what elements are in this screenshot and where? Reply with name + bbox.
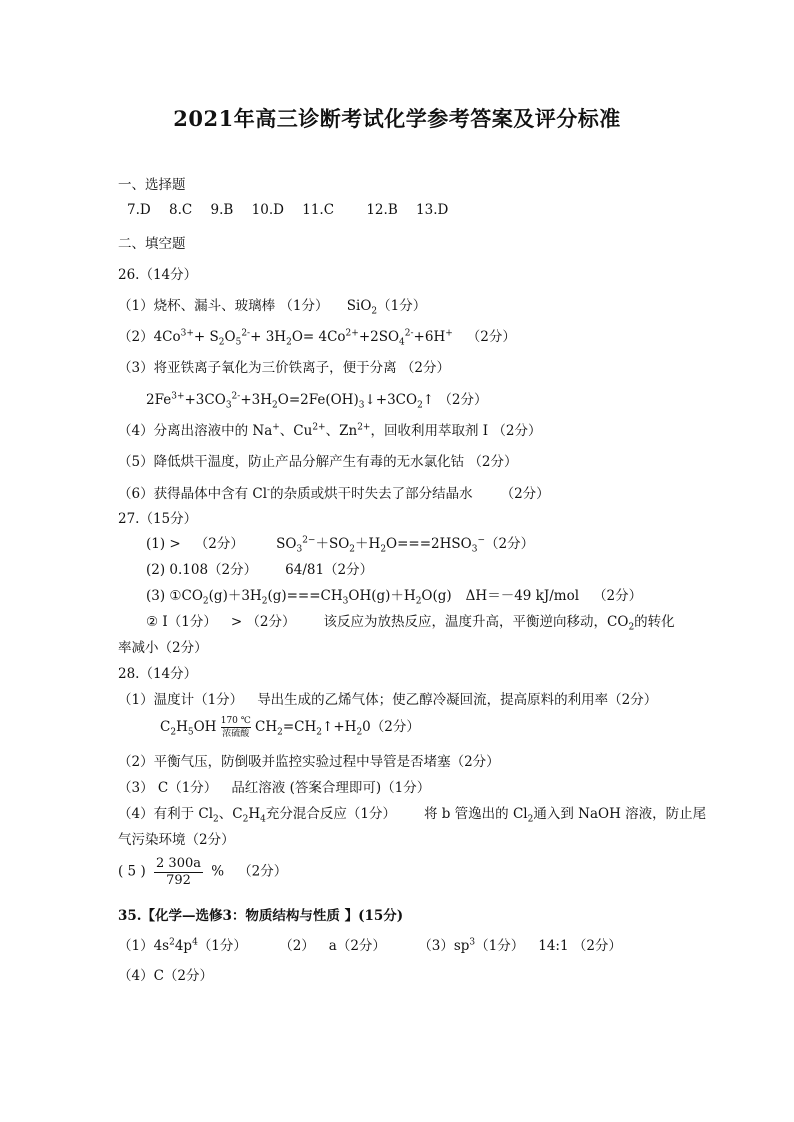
q28-line1: （1）温度计（1分） 导出生成的乙烯气体；使乙醇冷凝回流，提高原料的利用率（2分） xyxy=(118,692,658,708)
answer-11: 11.C xyxy=(302,202,335,218)
q28-line5: （4）有利于 $Cl_2$、$C_2H_4$充分混合反应（1分） 将 b 管逸出的 $Cl_2$通入到 NaOH 溶液，防止尾 xyxy=(118,806,707,825)
answer-12: 12.B xyxy=(366,202,398,218)
q26-header: 26.（14分） xyxy=(118,267,198,283)
q28-line6: 气污染环境（2分） xyxy=(118,832,235,848)
choice-answers xyxy=(127,202,448,218)
reaction-condition-arrow: 170 ℃ 浓硫酸 xyxy=(220,716,251,739)
page-title: 2021年高三诊断考试化学参考答案及评分标准 xyxy=(173,106,621,131)
q26-line1: （1）烧杯、漏斗、玻璃棒 （1分） SiO$_2$（1分） xyxy=(118,298,427,317)
q28-header: 28.（14分） xyxy=(118,666,198,682)
q28-line7: ( 5 ) $\frac{2 300a}{792}$ % （2分） xyxy=(118,856,288,888)
q26-line3: （3）将亚铁离子氧化为三价铁离子，便于分离 （2分） xyxy=(118,360,450,376)
q27-line5: 率减小（2分） xyxy=(118,640,208,656)
q35-header: 35.【化学—选修3：物质结构与性质 】(15分) xyxy=(118,908,404,924)
q27-line2: (2) 0.108（2分） 64/81（2分） xyxy=(146,562,374,578)
q26-line2: $(2)4Co^{3+}+ S_2O_5^{2-}+ 3H_2O= 4Co^{2+}+2SO_4^{2-}+6H^+$ （2分） xyxy=(118,328,516,348)
q27-line3: (3) $①CO_2(g)+3H_2(g)===CH_3OH(g)+H_2O(g)$ ΔH＝－49 kJ/mol （2分） xyxy=(146,588,643,607)
q26-line3b-equation: $2Fe^{3+}+3CO_3^{2-}+3H_2O=2Fe(OH)_3↓+3CO_2↑$ （2分） xyxy=(146,391,488,411)
q27-line4: ② I（1分） > （2分） 该反应为放热反应，温度升高，平衡逆向移动，$CO_2$的转化 xyxy=(146,614,675,633)
answer-9: 9.B xyxy=(210,202,234,218)
section-heading-fill: 二、填空题 xyxy=(118,236,186,252)
q35-line1: $(1)4s^24p^4(1$分） （2） a（2分） $(3)sp^3(1$分） 14:1 （2分） xyxy=(118,937,622,954)
q28-line4: （3） C（1分） 品红溶液 (答案合理即可)（1分） xyxy=(118,780,431,796)
fraction: $\frac{2 300a}{792}$ xyxy=(156,856,201,888)
q35-line2: （4）C（2分） xyxy=(118,968,214,984)
section-heading-choice: 一、选择题 xyxy=(118,177,186,193)
q28-line3: （2）平衡气压，防倒吸并监控实验过程中导管是否堵塞（2分） xyxy=(118,754,500,770)
answer-7: 7.D xyxy=(127,202,151,218)
answer-13: 13.D xyxy=(416,202,449,218)
q26-line5: （5）降低烘干温度，防止产品分解产生有毒的无水氯化钴 （2分） xyxy=(118,454,518,470)
q28-line2-equation: $C_2H_5OH$ 170 ℃ 浓硫酸 $CH_2=CH_2↑+H_20(2$分） xyxy=(160,716,420,739)
answer-10: 10.D xyxy=(251,202,284,218)
q26-line6: （6）获得晶体中含有 Cl-的杂质或烘干时失去了部分结晶水 （2分） xyxy=(118,485,550,502)
q27-line1: (1) > （2分） $SO_3^{2-}+SO_2+H_2O===2HSO_3^-(2$分） xyxy=(146,535,535,555)
q27-header: 27.（15分） xyxy=(118,511,198,527)
q26-line4: （4）分离出溶液中的 Na+、$Cu^{2+}$、$Zn^{2+}$，回收利用萃取剂 I （2分） xyxy=(118,422,542,439)
answer-8: 8.C xyxy=(169,202,193,218)
